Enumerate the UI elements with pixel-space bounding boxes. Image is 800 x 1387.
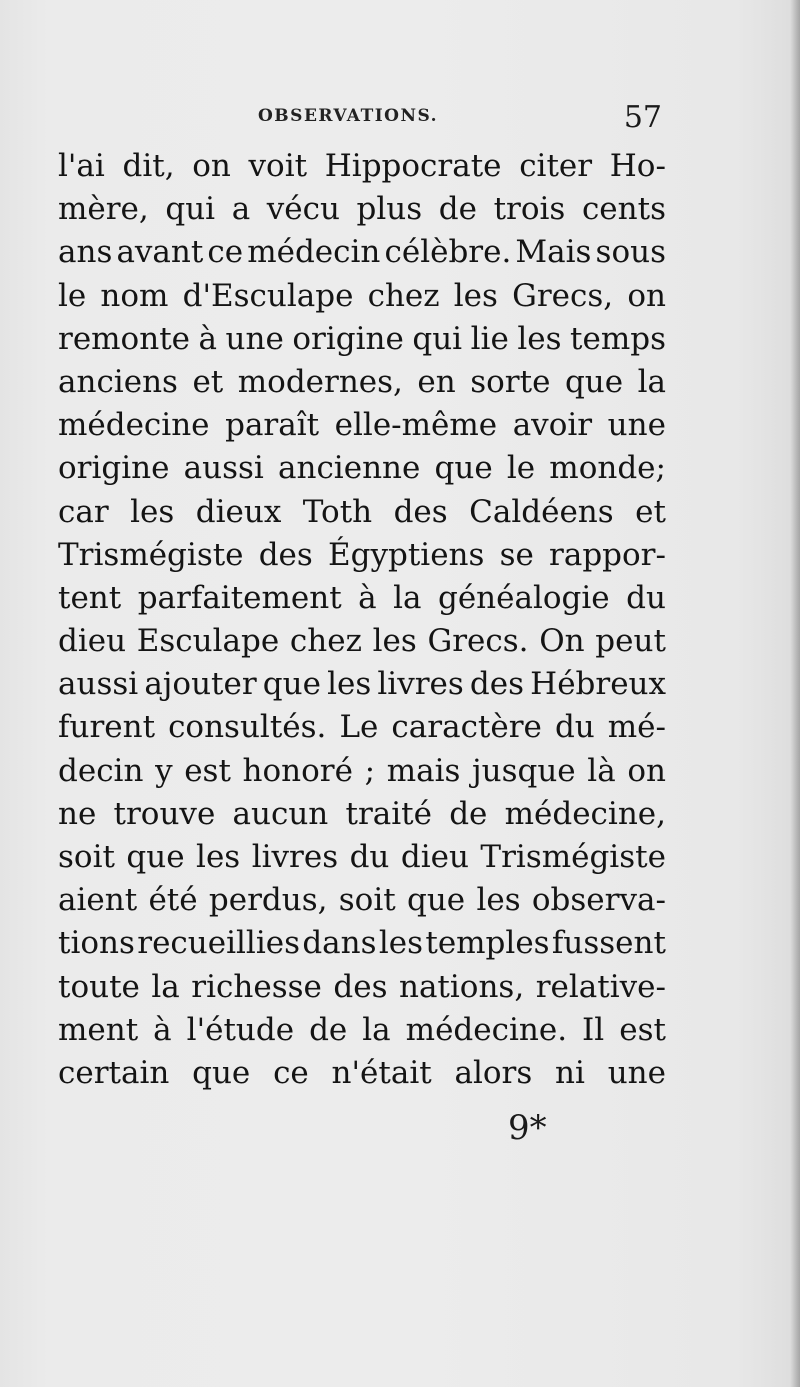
word: origine [58,450,170,487]
text-line [58,750,666,793]
text-line [58,361,666,404]
word: ancienne [278,450,421,487]
word: furent [58,709,156,746]
word: Il [582,1011,605,1048]
word: Hippocrate [324,148,502,184]
word: livres [377,666,464,703]
word: aussi [58,666,139,703]
word: qui [412,320,463,357]
word: consultés. [168,709,327,746]
word: honoré [242,752,353,789]
page-number: 57 [623,100,662,135]
text-line [58,793,666,836]
word: avoir [512,407,593,444]
word: mé- [607,709,666,746]
word: ment [58,1011,139,1048]
word: on [192,148,231,184]
word: modernes, [237,363,403,400]
word: célèbre. [384,234,512,271]
word: que [434,450,493,487]
word: médecine. [405,1011,568,1048]
word: mère, [58,191,149,228]
word: chez [367,277,440,314]
word: médecine, [504,795,666,832]
word: n'était [331,1054,442,1091]
word: observa- [531,882,666,919]
word: du [349,839,390,875]
word: soit [338,882,396,919]
word: On [539,623,585,660]
word: à [153,1011,172,1048]
word: dans [302,925,377,962]
word: remonte [58,320,190,357]
word: de [449,795,488,832]
word: Égyptiens [327,536,485,573]
word: des [469,666,525,703]
word: aucun [232,795,329,832]
word: dieux [195,493,282,530]
word: dieu [400,839,469,875]
text-line [58,706,666,749]
word: trois [493,191,566,228]
word: mais [386,752,461,789]
running-head: OBSERVATIONS. [258,106,439,126]
word: on [627,752,666,789]
page-header [58,100,662,140]
word: des [333,968,388,1005]
word: du [626,579,666,616]
word: que [192,1054,261,1091]
word: se [499,536,534,573]
word: dit, [122,148,175,184]
text-line [58,1052,666,1095]
word: d'Esculape [182,277,354,314]
word: Esculape [136,623,280,660]
word: une [607,407,666,444]
word: car [58,493,109,530]
word: ce [207,234,244,271]
text-line [58,318,666,361]
word: recueillies [137,925,300,962]
word: de [438,191,477,228]
word: les [372,623,417,660]
signature-mark: 9* [508,1108,547,1148]
word: nations, [398,968,525,1005]
word: ; [364,752,376,789]
text-line [58,275,666,318]
word: qui [165,191,216,228]
word: est [184,752,231,789]
text-line [58,404,666,447]
word: temps [570,320,666,357]
word: à [358,579,377,616]
word: à [198,320,218,357]
word: livres [251,839,339,875]
word: que [564,363,624,400]
word: Ho- [609,148,666,184]
word: sorte [470,363,551,400]
word: soit [58,839,115,875]
word: là [587,752,616,789]
word: Trismégiste [480,839,666,875]
word: perdus, [208,882,328,919]
word: Grecs, [512,277,614,314]
word: Mais [515,234,592,271]
word: chez [289,623,362,660]
word: certain [58,1054,180,1091]
word: des [258,536,313,573]
text-line [58,577,666,620]
word: temples [425,925,550,962]
page-edge-shadow [790,0,800,1387]
text-line [58,836,666,879]
word: peut [595,623,666,660]
word: les [130,493,175,530]
word: l'étude [186,1011,295,1048]
word: plus [356,191,423,228]
word: Caldéens [469,493,614,530]
text-line [58,145,666,188]
word: citer [519,148,593,184]
word: lie [470,320,509,357]
word: origine [292,320,404,357]
text-line [58,879,666,922]
text-line [58,1009,666,1052]
word: que [126,839,185,875]
word: voit [248,148,308,184]
word: les [517,320,562,357]
word: decin [58,752,144,789]
word: cents [581,191,666,228]
word: dieu [58,623,127,660]
word: que [262,666,321,703]
word: de [309,1011,348,1048]
word: Toth [302,493,373,530]
word: ans [58,234,113,271]
text-line [58,922,666,965]
word: Trismégiste [58,536,244,573]
word: ajouter [144,666,257,703]
word: en [417,363,456,400]
word: elle-même [334,407,498,444]
word: relative- [535,968,666,1005]
text-line [58,620,666,663]
word: richesse [191,968,322,1005]
word: jusque [472,752,576,789]
word: le [506,450,536,487]
word: les [476,882,521,919]
word: les [453,277,498,314]
word: médecin [247,234,381,271]
text-line [58,663,666,706]
body-text [58,145,666,1095]
word: on [627,277,666,314]
word: et [192,363,224,400]
word: Hébreux [530,666,666,703]
word: ni [555,1054,595,1091]
word: est [619,1011,666,1048]
word: médecine [58,407,210,444]
word: rappor- [549,536,666,573]
word: l'ai [58,148,105,184]
word: ce [273,1054,319,1091]
word: aussi [183,450,264,487]
word: que [407,882,466,919]
text-line [58,447,666,490]
word: traité [345,795,432,832]
word: été [148,882,198,919]
word: anciens [58,363,178,400]
word: ne [58,795,97,832]
word: tent [58,579,122,616]
word: alors [454,1054,543,1091]
word: toute [58,968,140,1005]
word: la [362,1011,391,1048]
word: la [151,968,180,1005]
word: aient [58,882,138,919]
word: les [327,666,372,703]
word: Le [339,709,379,746]
word: des [393,493,448,530]
word: la [393,579,422,616]
word: fussent [551,925,666,962]
text-line [58,231,666,274]
word: trouve [113,795,216,832]
word: le [58,277,87,314]
text-line [58,966,666,1009]
word: la [637,363,666,400]
word: avant [116,234,204,271]
word: monde; [549,450,666,487]
word: une [225,320,284,357]
word: caractère [391,709,542,746]
word: généalogie [437,579,610,616]
word: nom [100,277,169,314]
word: tions [58,925,135,962]
text-line [58,188,666,231]
text-line [58,534,666,577]
word: parfaitement [137,579,342,616]
word: les [196,839,241,875]
word: paraît [225,407,320,444]
word: vécu [266,191,340,228]
word: du [554,709,595,746]
word: y [155,752,173,789]
word: une [607,1054,666,1091]
word: Grecs. [427,623,529,660]
word: a [231,191,251,228]
word: les [378,925,424,962]
text-line [58,491,666,534]
word: sous [595,234,666,271]
word: et [635,493,666,530]
